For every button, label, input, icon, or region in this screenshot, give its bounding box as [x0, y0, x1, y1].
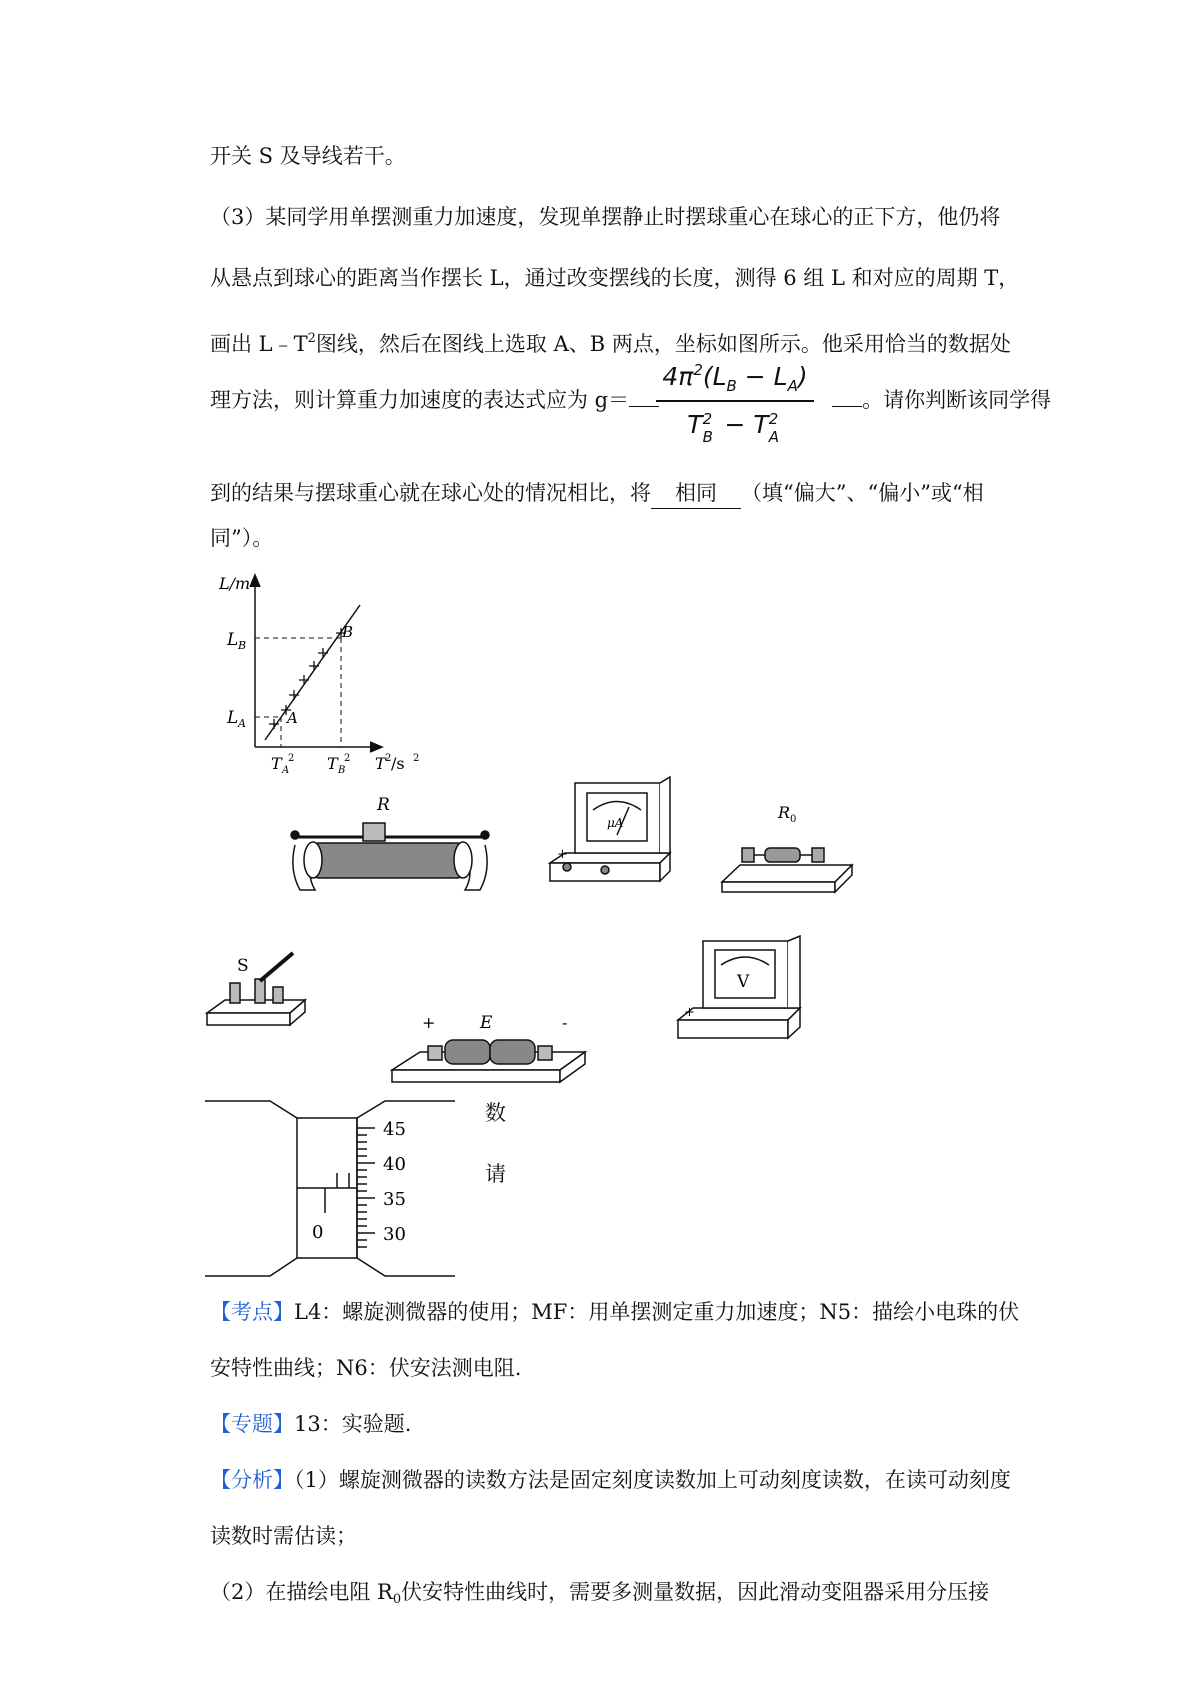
- svg-text:B: B: [238, 639, 247, 652]
- fenxi-tag: 【分析】: [210, 1468, 294, 1492]
- x-axis-label: [375, 753, 419, 773]
- svg-text:A: A: [238, 717, 246, 730]
- thimble-tick-label: 40: [383, 1154, 406, 1175]
- switch-label: S: [237, 956, 249, 976]
- formula-numerator: $4\pi^2(L_B - L_A)$: [662, 361, 808, 395]
- svg-text:B: B: [338, 765, 346, 775]
- formula-denominator: T 2 B − T 2 A: [687, 410, 779, 446]
- micrometer-side-text: 数: [485, 1101, 506, 1125]
- thimble-ticks: [357, 1128, 375, 1247]
- battery-minus: -: [562, 1013, 568, 1032]
- svg-text:2: 2: [385, 753, 392, 764]
- text-line: 读数时需估读；: [210, 1524, 357, 1548]
- fraction-bar: [656, 400, 814, 402]
- voltmeter-label: V: [737, 972, 750, 992]
- point-a-label: A: [287, 709, 298, 727]
- svg-text:R: R: [778, 803, 791, 822]
- point-b-label: B: [342, 623, 354, 641]
- text-line: 画出 $L﹣T^2$图线，然后在图线上选取 A、B 两点，坐标如图所示。他采用恰当的数据处: [210, 331, 1011, 356]
- text-line: 从悬点到球心的距离当作摆长 L，通过改变摆线的长度，测得 6 组 L 和对应的周期 T，: [210, 266, 1020, 290]
- battery-label: E: [480, 1013, 493, 1033]
- svg-text:/s: /s: [391, 754, 405, 773]
- microammeter-figure: [545, 775, 675, 890]
- thimble-tick-label: 35: [383, 1189, 406, 1210]
- svg-text:2: 2: [344, 753, 351, 764]
- thimble-tick-label: 30: [383, 1224, 406, 1245]
- text-line: 安特性曲线；N6：伏安法测电阻.: [210, 1356, 522, 1380]
- svg-text:2: 2: [288, 753, 295, 764]
- label-ta2: [271, 753, 294, 775]
- zhuanti-tag: 【专题】: [210, 1412, 294, 1436]
- label-lb: [226, 630, 246, 652]
- svg-text:L: L: [227, 630, 239, 650]
- y-axis-label: L/m: [219, 574, 251, 593]
- svg-text:2: 2: [413, 753, 420, 764]
- rheostat-label: R: [377, 795, 390, 815]
- rheostat-figure: [285, 795, 500, 895]
- text-line: 开关 S 及导线若干。: [210, 144, 406, 168]
- svg-text:T: T: [271, 754, 282, 773]
- text-line: （3）某同学用单摆测重力加速度，发现单摆静止时摆球重心在球心的正下方，他仍将: [210, 205, 1001, 229]
- micrometer-side-text: 请: [485, 1162, 506, 1186]
- svg-text:L: L: [227, 708, 239, 728]
- svg-text:A: A: [282, 765, 290, 775]
- resistor-figure: [720, 800, 855, 900]
- svg-text:T: T: [327, 754, 338, 773]
- label-tb2: [327, 753, 350, 775]
- resistor-label: [777, 803, 796, 825]
- text-line: 同”）。: [210, 526, 274, 550]
- micrometer-figure: [205, 1093, 465, 1288]
- text-line: 理方法，则计算重力加速度的表达式应为 g＝ 。请你判断该同学得: [210, 388, 1052, 412]
- thimble-tick-label: 45: [383, 1119, 406, 1140]
- microammeter-plus: +: [557, 847, 568, 862]
- svg-text:0: 0: [790, 814, 797, 825]
- voltmeter-figure: [675, 935, 810, 1045]
- kaodian-line: 【考点】L4：螺旋测微器的使用；MF：用单摆测定重力加速度；N5：描绘小电珠的伏: [210, 1300, 1020, 1324]
- zhuanti-line: 【专题】13：实验题.: [210, 1412, 412, 1436]
- label-la: [226, 708, 246, 730]
- svg-text:T: T: [375, 754, 386, 773]
- microammeter-label: μA: [607, 816, 624, 830]
- battery-plus: +: [422, 1013, 436, 1032]
- sleeve-zero-label: 0: [312, 1222, 324, 1243]
- answer-blank: 相同: [651, 478, 741, 509]
- battery-figure: [390, 1012, 600, 1087]
- voltmeter-plus: +: [684, 1005, 695, 1020]
- text-line: （2）在描绘电阻 $R_0$伏安特性曲线时，需要多测量数据，因此滑动变阻器采用分压接: [210, 1580, 990, 1607]
- switch-figure: [205, 945, 315, 1035]
- text-line: 到的结果与摆球重心就在球心处的情况相比，将 相同 （填“偏大”、“偏小”或“相: [210, 478, 1030, 509]
- l-t2-graph: [205, 565, 445, 775]
- kaodian-tag: 【考点】: [210, 1300, 294, 1324]
- fenxi-line: 【分析】（1）螺旋测微器的读数方法是固定刻度读数加上可动刻度读数，在读可动刻度: [210, 1468, 1011, 1492]
- gravity-formula: [650, 350, 820, 450]
